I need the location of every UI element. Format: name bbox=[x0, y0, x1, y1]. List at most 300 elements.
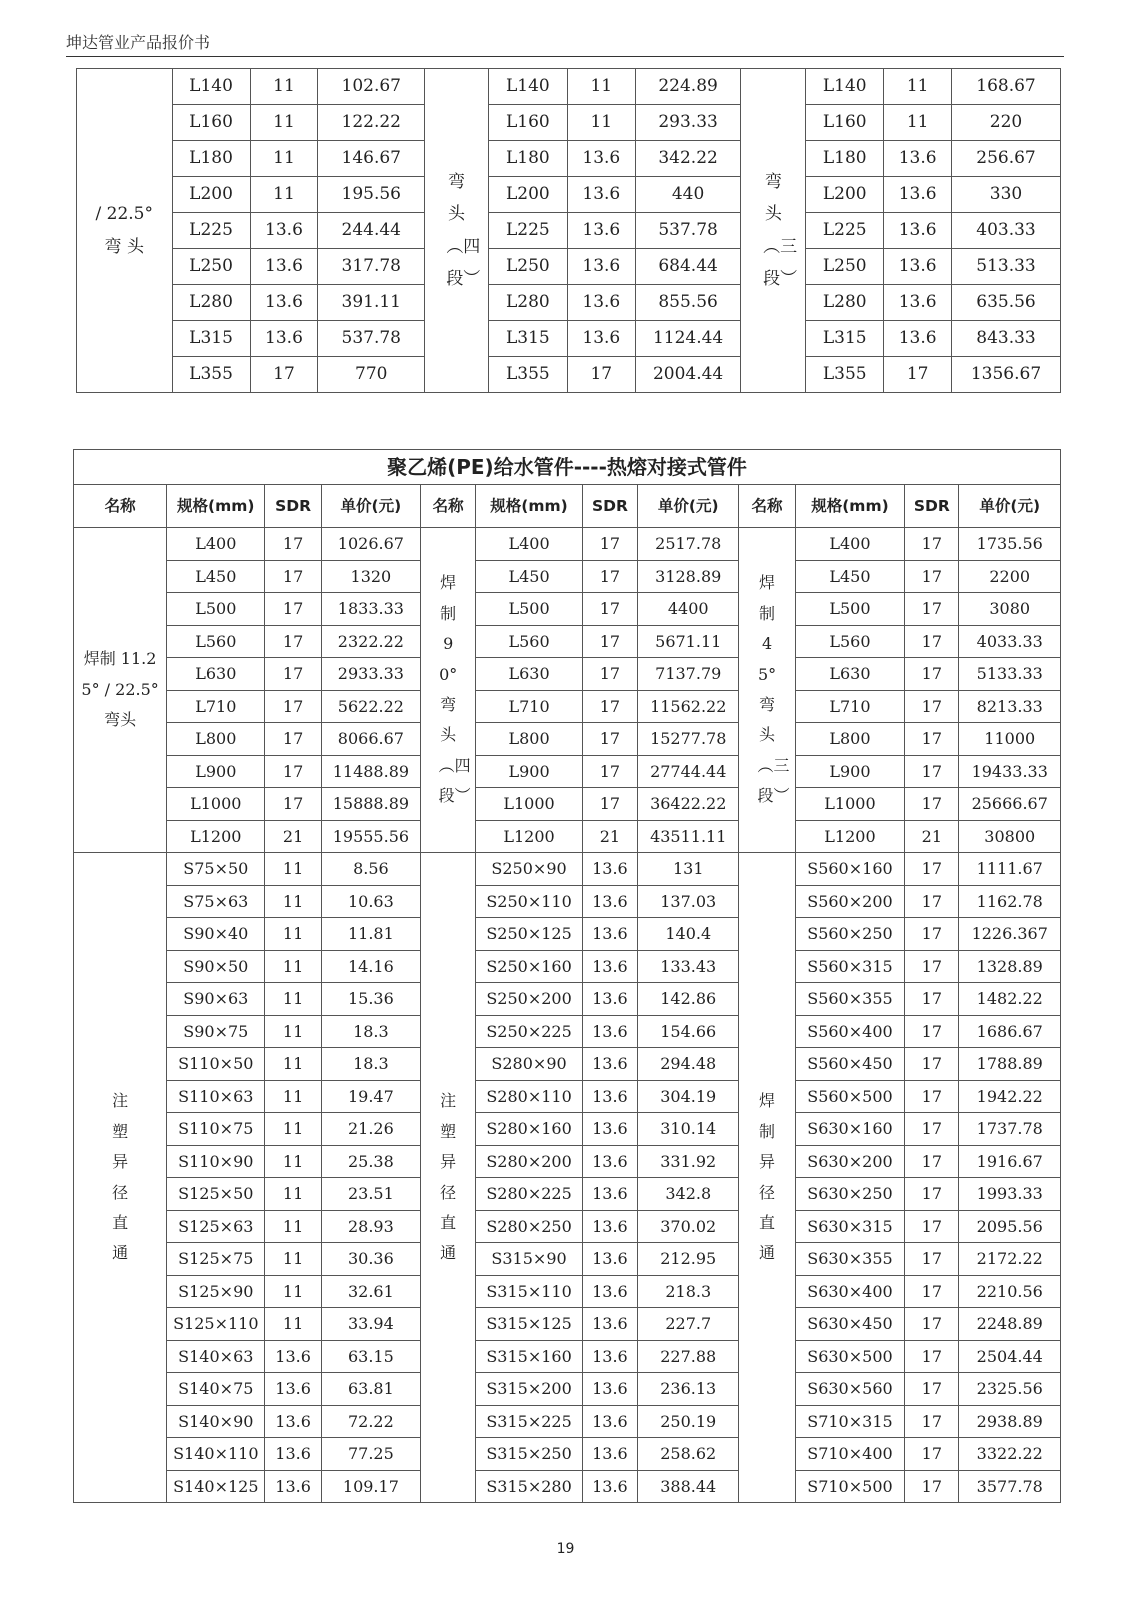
sdr-cell: 11 bbox=[265, 1113, 321, 1146]
spec-cell: L900 bbox=[476, 755, 582, 788]
spec-cell: S125×110 bbox=[167, 1308, 265, 1341]
group-name: 焊制90°弯头︵四段︶ bbox=[438, 573, 471, 806]
sdr-cell: 13.6 bbox=[250, 213, 318, 249]
sdr-cell: 17 bbox=[905, 853, 959, 886]
spec-cell: L250 bbox=[488, 249, 567, 285]
spec-cell: L280 bbox=[806, 285, 884, 321]
table-row bbox=[74, 1113, 1061, 1146]
price-cell: 131 bbox=[638, 853, 739, 886]
sdr-cell: 17 bbox=[905, 983, 959, 1016]
price-cell: 27744.44 bbox=[638, 755, 739, 788]
price-cell: 8066.67 bbox=[321, 723, 420, 756]
spec-cell: S560×355 bbox=[795, 983, 905, 1016]
price-cell: 227.7 bbox=[638, 1308, 739, 1341]
price-cell: 342.8 bbox=[638, 1178, 739, 1211]
sdr-cell: 17 bbox=[905, 1080, 959, 1113]
table-row bbox=[77, 141, 1061, 177]
table-row bbox=[74, 853, 1061, 886]
sdr-cell: 13.6 bbox=[250, 285, 318, 321]
spec-cell: L1200 bbox=[476, 820, 582, 853]
spec-cell: L450 bbox=[476, 560, 582, 593]
price-cell: 19433.33 bbox=[959, 755, 1061, 788]
spec-cell: S560×250 bbox=[795, 918, 905, 951]
spec-cell: S125×50 bbox=[167, 1178, 265, 1211]
sdr-cell: 13.6 bbox=[884, 321, 952, 357]
sdr-cell: 11 bbox=[567, 69, 635, 105]
spec-cell: S560×315 bbox=[795, 950, 905, 983]
spec-cell: S110×63 bbox=[167, 1080, 265, 1113]
price-cell: 1833.33 bbox=[321, 593, 420, 626]
price-cell: 30.36 bbox=[321, 1243, 420, 1276]
price-cell: 294.48 bbox=[638, 1048, 739, 1081]
sdr-cell: 11 bbox=[265, 1080, 321, 1113]
price-cell: 3128.89 bbox=[638, 560, 739, 593]
sdr-cell: 17 bbox=[905, 1340, 959, 1373]
spec-header: 规格(mm) bbox=[476, 485, 582, 528]
sdr-cell: 13.6 bbox=[582, 1113, 637, 1146]
sdr-cell: 13.6 bbox=[250, 249, 318, 285]
price-cell: 513.33 bbox=[952, 249, 1061, 285]
table-row bbox=[74, 528, 1061, 561]
spec-cell: S90×40 bbox=[167, 918, 265, 951]
sdr-cell: 11 bbox=[265, 1015, 321, 1048]
price-cell: 3080 bbox=[959, 593, 1061, 626]
table-row bbox=[74, 1340, 1061, 1373]
spec-cell: S250×90 bbox=[476, 853, 582, 886]
price-cell: 403.33 bbox=[952, 213, 1061, 249]
price-cell: 2325.56 bbox=[959, 1373, 1061, 1406]
header-divider bbox=[66, 56, 1064, 57]
sdr-cell: 13.6 bbox=[884, 141, 952, 177]
spec-cell: S710×315 bbox=[795, 1405, 905, 1438]
sdr-cell: 13.6 bbox=[582, 1438, 637, 1471]
sdr-cell: 13.6 bbox=[582, 885, 637, 918]
price-cell: 8.56 bbox=[321, 853, 420, 886]
spec-cell: S140×75 bbox=[167, 1373, 265, 1406]
price-cell: 843.33 bbox=[952, 321, 1061, 357]
spec-cell: S140×110 bbox=[167, 1438, 265, 1471]
sdr-cell: 17 bbox=[905, 1438, 959, 1471]
price-cell: 25666.67 bbox=[959, 788, 1061, 821]
spec-cell: L280 bbox=[172, 285, 250, 321]
price-header: 单价(元) bbox=[959, 485, 1061, 528]
table-row bbox=[74, 1210, 1061, 1243]
price-header: 单价(元) bbox=[321, 485, 420, 528]
price-cell: 18.3 bbox=[321, 1015, 420, 1048]
spec-cell: S315×90 bbox=[476, 1243, 582, 1276]
price-cell: 258.62 bbox=[638, 1438, 739, 1471]
sdr-cell: 13.6 bbox=[567, 141, 635, 177]
sdr-cell: 11 bbox=[884, 69, 952, 105]
price-cell: 1320 bbox=[321, 560, 420, 593]
name-header: 名称 bbox=[421, 485, 476, 528]
sdr-cell: 17 bbox=[582, 723, 637, 756]
spec-cell: L710 bbox=[167, 690, 265, 723]
sdr-cell: 17 bbox=[905, 723, 959, 756]
price-cell: 770 bbox=[318, 357, 425, 393]
table-row bbox=[74, 983, 1061, 1016]
group-name-cell bbox=[739, 853, 795, 1503]
sdr-cell: 17 bbox=[582, 528, 637, 561]
group-name-cell bbox=[739, 528, 795, 853]
price-cell: 304.19 bbox=[638, 1080, 739, 1113]
price-cell: 1162.78 bbox=[959, 885, 1061, 918]
sdr-cell: 11 bbox=[265, 1048, 321, 1081]
table-row bbox=[74, 1373, 1061, 1406]
sdr-cell: 11 bbox=[265, 853, 321, 886]
spec-cell: S630×200 bbox=[795, 1145, 905, 1178]
price-cell: 1482.22 bbox=[959, 983, 1061, 1016]
table-row bbox=[77, 105, 1061, 141]
sdr-header: SDR bbox=[265, 485, 321, 528]
price-cell: 317.78 bbox=[318, 249, 425, 285]
price-cell: 370.02 bbox=[638, 1210, 739, 1243]
table-row bbox=[74, 593, 1061, 626]
price-cell: 537.78 bbox=[318, 321, 425, 357]
group-name-cell bbox=[77, 69, 173, 393]
price-cell: 2933.33 bbox=[321, 658, 420, 691]
table-row bbox=[74, 690, 1061, 723]
spec-cell: S125×63 bbox=[167, 1210, 265, 1243]
spec-cell: L560 bbox=[167, 625, 265, 658]
price-cell: 28.93 bbox=[321, 1210, 420, 1243]
price-cell: 1686.67 bbox=[959, 1015, 1061, 1048]
sdr-cell: 17 bbox=[582, 625, 637, 658]
spec-cell: L355 bbox=[172, 357, 250, 393]
spec-cell: L800 bbox=[476, 723, 582, 756]
sdr-cell: 17 bbox=[265, 528, 321, 561]
spec-cell: S90×50 bbox=[167, 950, 265, 983]
sdr-cell: 17 bbox=[265, 723, 321, 756]
price-cell: 227.88 bbox=[638, 1340, 739, 1373]
spec-header: 规格(mm) bbox=[795, 485, 905, 528]
sdr-cell: 17 bbox=[905, 560, 959, 593]
price-cell: 154.66 bbox=[638, 1015, 739, 1048]
sdr-cell: 13.6 bbox=[582, 918, 637, 951]
sdr-cell: 13.6 bbox=[582, 853, 637, 886]
spec-cell: L180 bbox=[806, 141, 884, 177]
spec-cell: L140 bbox=[172, 69, 250, 105]
spec-cell: S250×225 bbox=[476, 1015, 582, 1048]
price-cell: 1735.56 bbox=[959, 528, 1061, 561]
price-cell: 43511.11 bbox=[638, 820, 739, 853]
table-row bbox=[74, 658, 1061, 691]
price-cell: 11000 bbox=[959, 723, 1061, 756]
price-cell: 8213.33 bbox=[959, 690, 1061, 723]
price-cell: 310.14 bbox=[638, 1113, 739, 1146]
sdr-cell: 17 bbox=[905, 1113, 959, 1146]
table-row bbox=[77, 69, 1061, 105]
sdr-cell: 13.6 bbox=[582, 1308, 637, 1341]
sdr-cell: 17 bbox=[582, 788, 637, 821]
price-cell: 18.3 bbox=[321, 1048, 420, 1081]
sdr-cell: 17 bbox=[905, 625, 959, 658]
price-cell: 195.56 bbox=[318, 177, 425, 213]
spec-cell: L1200 bbox=[167, 820, 265, 853]
price-cell: 10.63 bbox=[321, 885, 420, 918]
price-cell: 63.15 bbox=[321, 1340, 420, 1373]
sdr-cell: 11 bbox=[265, 1210, 321, 1243]
price-cell: 23.51 bbox=[321, 1178, 420, 1211]
spec-cell: L1000 bbox=[167, 788, 265, 821]
spec-cell: S710×500 bbox=[795, 1470, 905, 1503]
spec-cell: S560×200 bbox=[795, 885, 905, 918]
spec-cell: L225 bbox=[488, 213, 567, 249]
spec-cell: L450 bbox=[795, 560, 905, 593]
spec-cell: S140×90 bbox=[167, 1405, 265, 1438]
price-cell: 146.67 bbox=[318, 141, 425, 177]
spec-cell: L315 bbox=[488, 321, 567, 357]
price-cell: 33.94 bbox=[321, 1308, 420, 1341]
spec-cell: L710 bbox=[795, 690, 905, 723]
sdr-cell: 11 bbox=[265, 983, 321, 1016]
sdr-header: SDR bbox=[905, 485, 959, 528]
sdr-cell: 13.6 bbox=[582, 1340, 637, 1373]
price-cell: 1737.78 bbox=[959, 1113, 1061, 1146]
spec-cell: S630×400 bbox=[795, 1275, 905, 1308]
price-cell: 2517.78 bbox=[638, 528, 739, 561]
table-row bbox=[77, 249, 1061, 285]
price-cell: 142.86 bbox=[638, 983, 739, 1016]
price-cell: 1328.89 bbox=[959, 950, 1061, 983]
price-cell: 122.22 bbox=[318, 105, 425, 141]
spec-cell: L225 bbox=[806, 213, 884, 249]
spec-cell: S250×200 bbox=[476, 983, 582, 1016]
price-cell: 2095.56 bbox=[959, 1210, 1061, 1243]
sdr-cell: 17 bbox=[905, 1373, 959, 1406]
spec-cell: S280×90 bbox=[476, 1048, 582, 1081]
spec-cell: S630×160 bbox=[795, 1113, 905, 1146]
sdr-cell: 13.6 bbox=[265, 1405, 321, 1438]
spec-cell: L800 bbox=[167, 723, 265, 756]
sdr-cell: 11 bbox=[265, 1275, 321, 1308]
spec-cell: L160 bbox=[488, 105, 567, 141]
sdr-cell: 17 bbox=[905, 658, 959, 691]
sdr-cell: 13.6 bbox=[582, 1178, 637, 1211]
sdr-cell: 11 bbox=[265, 885, 321, 918]
sdr-cell: 11 bbox=[265, 1145, 321, 1178]
sdr-cell: 17 bbox=[884, 357, 952, 393]
spec-cell: L630 bbox=[167, 658, 265, 691]
spec-cell: L200 bbox=[488, 177, 567, 213]
sdr-cell: 17 bbox=[905, 918, 959, 951]
table-row bbox=[74, 1243, 1061, 1276]
spec-cell: S140×125 bbox=[167, 1470, 265, 1503]
spec-cell: S630×315 bbox=[795, 1210, 905, 1243]
price-cell: 2210.56 bbox=[959, 1275, 1061, 1308]
group-name: 焊制异径直通 bbox=[759, 1091, 776, 1263]
sdr-cell: 17 bbox=[905, 788, 959, 821]
group-name-cell bbox=[421, 528, 476, 853]
spec-cell: L250 bbox=[172, 249, 250, 285]
table-row bbox=[77, 177, 1061, 213]
spec-cell: L630 bbox=[795, 658, 905, 691]
sdr-cell: 13.6 bbox=[567, 213, 635, 249]
table-row bbox=[74, 820, 1061, 853]
group-name-cell bbox=[74, 528, 167, 853]
price-header: 单价(元) bbox=[638, 485, 739, 528]
sdr-cell: 11 bbox=[250, 177, 318, 213]
sdr-cell: 17 bbox=[265, 788, 321, 821]
price-cell: 250.19 bbox=[638, 1405, 739, 1438]
sdr-cell: 17 bbox=[582, 658, 637, 691]
group-name: 弯头︵三段︶ bbox=[763, 171, 798, 289]
price-cell: 1026.67 bbox=[321, 528, 420, 561]
spec-cell: L315 bbox=[806, 321, 884, 357]
spec-cell: S280×250 bbox=[476, 1210, 582, 1243]
price-cell: 14.16 bbox=[321, 950, 420, 983]
sdr-cell: 17 bbox=[582, 560, 637, 593]
group-name: / 22.5° 弯 头 bbox=[95, 204, 153, 257]
spec-cell: L280 bbox=[488, 285, 567, 321]
spec-cell: S140×63 bbox=[167, 1340, 265, 1373]
spec-cell: L710 bbox=[476, 690, 582, 723]
price-cell: 5133.33 bbox=[959, 658, 1061, 691]
spec-cell: L1000 bbox=[476, 788, 582, 821]
spec-cell: L1000 bbox=[795, 788, 905, 821]
price-cell: 109.17 bbox=[321, 1470, 420, 1503]
price-cell: 2172.22 bbox=[959, 1243, 1061, 1276]
pe-fittings-price-table bbox=[73, 449, 1061, 1503]
spec-cell: S560×500 bbox=[795, 1080, 905, 1113]
spec-cell: S630×355 bbox=[795, 1243, 905, 1276]
price-cell: 5622.22 bbox=[321, 690, 420, 723]
sdr-cell: 17 bbox=[905, 1405, 959, 1438]
sdr-cell: 17 bbox=[265, 755, 321, 788]
sdr-cell: 13.6 bbox=[582, 1145, 637, 1178]
sdr-cell: 17 bbox=[905, 1048, 959, 1081]
sdr-cell: 13.6 bbox=[582, 1015, 637, 1048]
spec-cell: L560 bbox=[476, 625, 582, 658]
spec-header: 规格(mm) bbox=[167, 485, 265, 528]
spec-cell: L250 bbox=[806, 249, 884, 285]
price-cell: 1124.44 bbox=[635, 321, 741, 357]
spec-cell: L1200 bbox=[795, 820, 905, 853]
price-cell: 293.33 bbox=[635, 105, 741, 141]
spec-cell: L630 bbox=[476, 658, 582, 691]
sdr-cell: 17 bbox=[265, 625, 321, 658]
price-cell: 137.03 bbox=[638, 885, 739, 918]
table-row bbox=[74, 755, 1061, 788]
spec-cell: S630×450 bbox=[795, 1308, 905, 1341]
sdr-cell: 13.6 bbox=[265, 1373, 321, 1406]
sdr-cell: 13.6 bbox=[265, 1340, 321, 1373]
spec-cell: S560×450 bbox=[795, 1048, 905, 1081]
price-cell: 1942.22 bbox=[959, 1080, 1061, 1113]
spec-cell: S90×75 bbox=[167, 1015, 265, 1048]
sdr-cell: 13.6 bbox=[582, 1405, 637, 1438]
sdr-cell: 17 bbox=[905, 1308, 959, 1341]
table-row bbox=[74, 723, 1061, 756]
price-cell: 684.44 bbox=[635, 249, 741, 285]
price-cell: 1111.67 bbox=[959, 853, 1061, 886]
spec-cell: L500 bbox=[167, 593, 265, 626]
price-cell: 1993.33 bbox=[959, 1178, 1061, 1211]
sdr-cell: 17 bbox=[265, 593, 321, 626]
table-row bbox=[74, 1048, 1061, 1081]
table-row bbox=[74, 1015, 1061, 1048]
name-header: 名称 bbox=[739, 485, 795, 528]
sdr-cell: 13.6 bbox=[582, 950, 637, 983]
spec-cell: S560×160 bbox=[795, 853, 905, 886]
sdr-cell: 13.6 bbox=[265, 1470, 321, 1503]
table-row bbox=[74, 1145, 1061, 1178]
table-row bbox=[74, 1178, 1061, 1211]
spec-cell: S125×90 bbox=[167, 1275, 265, 1308]
spec-cell: S315×225 bbox=[476, 1405, 582, 1438]
sdr-cell: 17 bbox=[567, 357, 635, 393]
price-cell: 168.67 bbox=[952, 69, 1061, 105]
sdr-cell: 17 bbox=[905, 755, 959, 788]
price-cell: 32.61 bbox=[321, 1275, 420, 1308]
sdr-cell: 11 bbox=[265, 1308, 321, 1341]
sdr-cell: 17 bbox=[582, 690, 637, 723]
spec-cell: L225 bbox=[172, 213, 250, 249]
spec-cell: S280×110 bbox=[476, 1080, 582, 1113]
sdr-cell: 11 bbox=[567, 105, 635, 141]
sdr-cell: 13.6 bbox=[582, 1275, 637, 1308]
document-header-title: 坤达管业产品报价书 bbox=[66, 33, 211, 52]
sdr-cell: 13.6 bbox=[884, 249, 952, 285]
name-header: 名称 bbox=[74, 485, 167, 528]
sdr-cell: 17 bbox=[905, 690, 959, 723]
table-title: 聚乙烯(PE)给水管件----热熔对接式管件 bbox=[74, 450, 1061, 485]
spec-cell: S125×75 bbox=[167, 1243, 265, 1276]
spec-cell: L200 bbox=[806, 177, 884, 213]
spec-cell: L800 bbox=[795, 723, 905, 756]
price-cell: 102.67 bbox=[318, 69, 425, 105]
sdr-cell: 11 bbox=[265, 1243, 321, 1276]
price-cell: 218.3 bbox=[638, 1275, 739, 1308]
spec-cell: S250×110 bbox=[476, 885, 582, 918]
group-name: 注塑异径直通 bbox=[112, 1091, 129, 1263]
price-cell: 140.4 bbox=[638, 918, 739, 951]
price-cell: 3577.78 bbox=[959, 1470, 1061, 1503]
spec-cell: L140 bbox=[806, 69, 884, 105]
price-cell: 25.38 bbox=[321, 1145, 420, 1178]
price-cell: 72.22 bbox=[321, 1405, 420, 1438]
spec-cell: L355 bbox=[488, 357, 567, 393]
sdr-cell: 17 bbox=[905, 528, 959, 561]
spec-cell: S250×125 bbox=[476, 918, 582, 951]
price-cell: 2504.44 bbox=[959, 1340, 1061, 1373]
price-cell: 1788.89 bbox=[959, 1048, 1061, 1081]
price-cell: 133.43 bbox=[638, 950, 739, 983]
table-row bbox=[74, 918, 1061, 951]
spec-cell: S110×50 bbox=[167, 1048, 265, 1081]
price-cell: 330 bbox=[952, 177, 1061, 213]
spec-cell: L315 bbox=[172, 321, 250, 357]
table-row bbox=[74, 1470, 1061, 1503]
price-cell: 15.36 bbox=[321, 983, 420, 1016]
price-cell: 256.67 bbox=[952, 141, 1061, 177]
price-cell: 4400 bbox=[638, 593, 739, 626]
spec-cell: L900 bbox=[795, 755, 905, 788]
sdr-cell: 13.6 bbox=[582, 1048, 637, 1081]
group-name: 焊制 11.25° / 22.5° 弯头 bbox=[81, 649, 159, 730]
price-cell: 15277.78 bbox=[638, 723, 739, 756]
spec-cell: S710×400 bbox=[795, 1438, 905, 1471]
spec-cell: L180 bbox=[488, 141, 567, 177]
spec-cell: S315×110 bbox=[476, 1275, 582, 1308]
price-cell: 388.44 bbox=[638, 1470, 739, 1503]
price-cell: 15888.89 bbox=[321, 788, 420, 821]
spec-cell: L355 bbox=[806, 357, 884, 393]
table-row bbox=[74, 788, 1061, 821]
sdr-cell: 13.6 bbox=[250, 321, 318, 357]
table-row bbox=[77, 321, 1061, 357]
group-name-cell bbox=[741, 69, 806, 393]
